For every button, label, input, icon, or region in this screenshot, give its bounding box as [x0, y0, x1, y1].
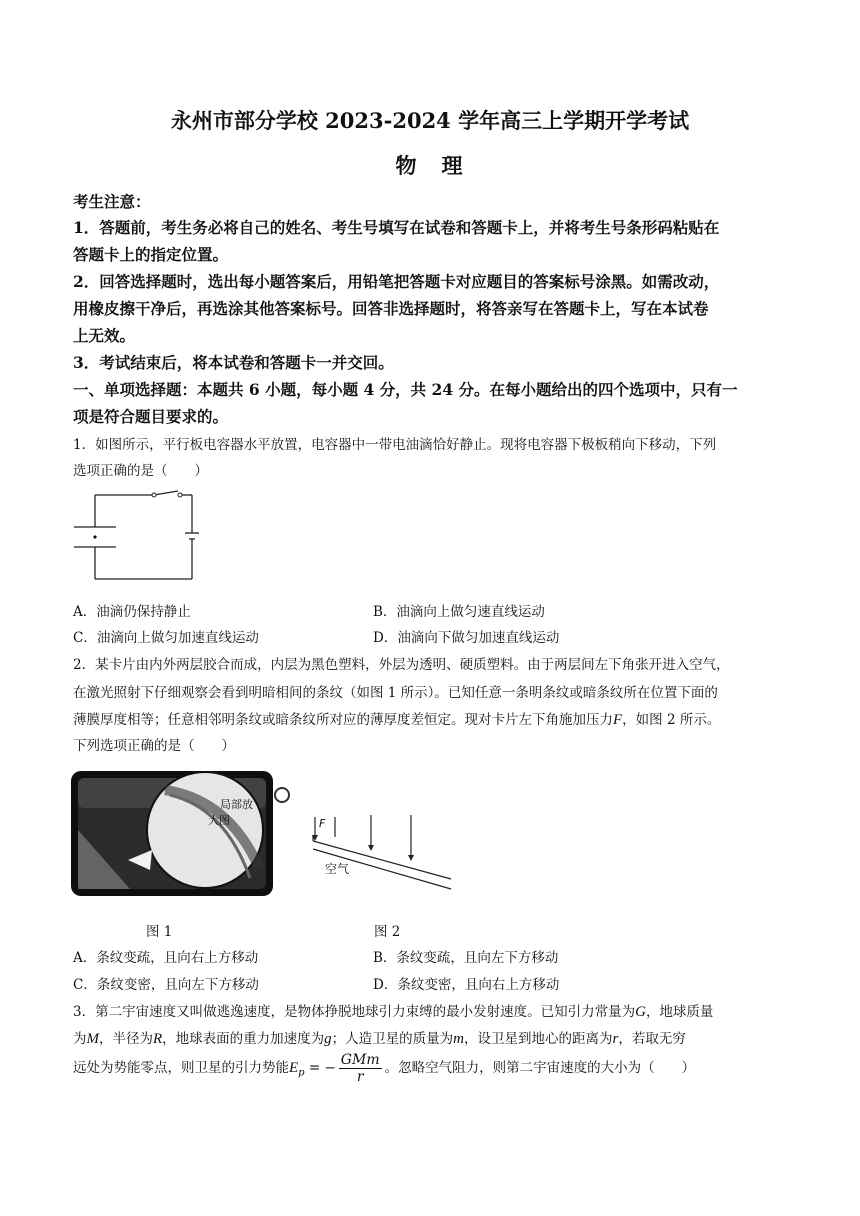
q3-stem-line-1: 3．第二宇宙速度又叫做逃逸速度，是物体挣脱地球引力束缚的最小发射速度。已知引力常量为G，地球质量: [73, 1004, 714, 1020]
subject-title: 物 理: [395, 153, 465, 178]
notice-item-1-line-1: 1．答题前，考生务必将自己的姓名、考生号填写在试卷和答题卡上，并将考生号条形码粘贴在: [73, 218, 720, 237]
q2-stem-line-1: 2．某卡片由内外两层胶合而成，内层为黑色塑料，外层为透明、硬质塑料。由于两层间左下角张开进入空气，: [73, 657, 730, 673]
fig2-force-label: F: [319, 817, 326, 830]
q1-stem-line-1: 1．如图所示，平行板电容器水平放置，电容器中一带电油滴恰好静止。现将电容器下极板稍向下移动，下列: [73, 437, 717, 453]
q2-stem-line-4: 下列选项正确的是（ ）: [73, 738, 235, 754]
fig1-zoom-label-2: 大图: [208, 814, 230, 827]
q1-circuit-diagram: [68, 485, 208, 585]
section-1-line-1: 一、单项选择题：本题共 6 小题，每小题 4 分，共 24 分。在每小题给出的四个选项中，只有一: [73, 380, 738, 399]
potential-energy-fraction: $\frac{\text{GMm}}{r}$: [340, 1052, 380, 1085]
q2-figure-1-caption: 图 1: [146, 924, 173, 940]
q2-option-b[interactable]: B．条纹变疏，且向左下方移动: [373, 950, 559, 966]
q1-option-b[interactable]: B．油滴向上做匀速直线运动: [373, 604, 545, 620]
q1-stem-line-2: 选项正确的是（ ）: [73, 463, 208, 479]
oil-droplet: [93, 535, 96, 538]
q3-stem-line-2: 为M，半径为R，地球表面的重力加速度为g；人造卫星的质量为m，设卫星到地心的距离为r，若取无穷: [73, 1031, 686, 1047]
q2-stem-line-3: 薄膜厚度相等；任意相邻明条纹或暗条纹所对应的薄厚度差恒定。现对卡片左下角施加压力F，如图 2 所示。: [73, 712, 721, 728]
exam-title: 永州市部分学校 2023-2024 学年高三上学期开学考试: [170, 108, 690, 133]
q2-option-c[interactable]: C．条纹变密，且向左下方移动: [73, 977, 259, 993]
fig2-air-label: 空气: [325, 862, 350, 876]
q2-option-a[interactable]: A．条纹变疏，且向右上方移动: [73, 950, 259, 966]
q2-stem-line-2: 在激光照射下仔细观察会看到明暗相间的条纹（如图 1 所示）。已知任意一条明条纹或暗条纹所在位置下面的: [73, 685, 718, 701]
q2-option-d[interactable]: D．条纹变密，且向右上方移动: [373, 977, 560, 993]
notice-item-3: 3．考试结束后，将本试卷和答题卡一并交回。: [73, 353, 394, 372]
fig1-zoom-label-1: 局部放: [220, 798, 253, 811]
q1-option-c[interactable]: C．油滴向上做匀加速直线运动: [73, 630, 259, 646]
q2-figure-2-wedge-diagram: [305, 805, 455, 895]
notice-item-2-line-3: 上无效。: [73, 326, 136, 345]
q1-option-a[interactable]: A．油滴仍保持静止: [73, 604, 191, 620]
q2-figure-2-caption: 图 2: [374, 924, 401, 940]
notice-item-2-line-2: 用橡皮擦干净后，再选涂其他答案标号。回答非选择题时，将答亲写在答题卡上，写在本试卷: [73, 299, 709, 318]
notice-item-2-line-1: 2．回答选择题时，选出每小题答案后，用铅笔把答题卡对应题目的答案标号涂黑。如需改动，: [73, 272, 720, 291]
section-1-line-2: 项是符合题目要求的。: [73, 407, 229, 426]
notice-item-1-line-2: 答题卡上的指定位置。: [73, 245, 229, 264]
q2-figure-1-card-photo: [70, 770, 290, 898]
notice-heading: 考生注意：: [73, 192, 151, 211]
q3-stem-line-3: 远处为势能零点，则卫星的引力势能$E_p$ = − $\frac{\text{GMm}}{r}$ 。忽略空气阻力，则第二宇宙速度的大小为（ ）: [73, 1052, 696, 1085]
q1-option-d[interactable]: D．油滴向下做匀加速直线运动: [373, 630, 560, 646]
